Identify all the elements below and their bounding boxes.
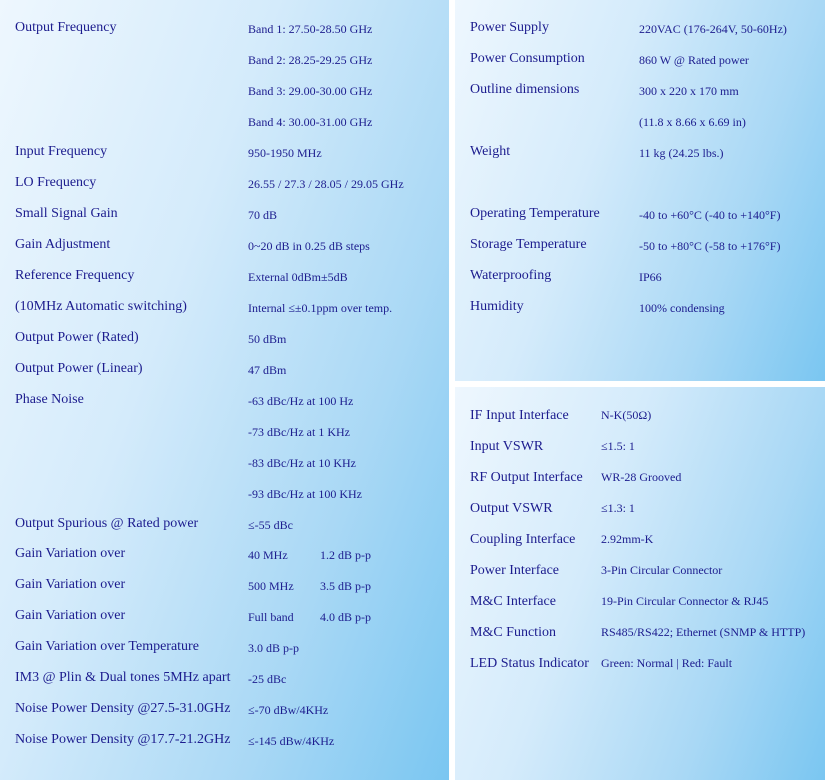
spec-label: Outline dimensions	[470, 82, 580, 97]
spec-value: Band 4: 30.00-31.00 GHz	[248, 115, 373, 129]
spec-label: Gain Variation over	[15, 546, 126, 561]
spec-label: Gain Adjustment	[15, 237, 111, 252]
spec-value: -40 to +60°C (-40 to +140°F)	[639, 208, 781, 222]
spec-label: Humidity	[470, 299, 524, 314]
spec-label: Operating Temperature	[470, 206, 600, 221]
spec-value-secondary: 4.0 dB p-p	[320, 610, 371, 624]
specs-panel-physical	[455, 0, 825, 381]
spec-value: 500 MHz	[248, 579, 294, 593]
spec-value: 0~20 dB in 0.25 dB steps	[248, 239, 370, 253]
spec-label: IF Input Interface	[470, 408, 569, 423]
spec-label: IM3 @ Plin & Dual tones 5MHz apart	[15, 670, 231, 685]
spec-value: Full band	[248, 610, 294, 624]
spec-label: Output Power (Rated)	[15, 330, 139, 345]
spec-value: 860 W @ Rated power	[639, 53, 749, 67]
spec-label: Phase Noise	[15, 392, 84, 407]
spec-value: WR-28 Grooved	[601, 470, 682, 484]
spec-value: Band 1: 27.50-28.50 GHz	[248, 22, 373, 36]
spec-value: Band 2: 28.25-29.25 GHz	[248, 53, 373, 67]
spec-label: M&C Function	[470, 625, 556, 640]
spec-value: 26.55 / 27.3 / 28.05 / 29.05 GHz	[248, 177, 404, 191]
spec-value: 70 dB	[248, 208, 278, 222]
spec-value: ≤-145 dBw/4KHz	[248, 734, 335, 748]
spec-value: -93 dBc/Hz at 100 KHz	[248, 487, 362, 501]
spec-value: 950-1950 MHz	[248, 146, 322, 160]
spec-value-secondary: 3.5 dB p-p	[320, 579, 371, 593]
spec-label: RF Output Interface	[470, 470, 583, 485]
spec-value: -50 to +80°C (-58 to +176°F)	[639, 239, 781, 253]
spec-value: -83 dBc/Hz at 10 KHz	[248, 456, 356, 470]
spec-value: 19-Pin Circular Connector & RJ45	[601, 594, 769, 608]
spec-value-secondary: 1.2 dB p-p	[320, 548, 371, 562]
spec-label: Gain Variation over	[15, 608, 126, 623]
specs-panel-interfaces	[455, 387, 825, 780]
spec-value: 100% condensing	[639, 301, 725, 315]
spec-label: Weight	[470, 144, 511, 159]
spec-label: Waterproofing	[470, 268, 552, 283]
spec-label: Reference Frequency	[15, 268, 135, 283]
spec-value: IP66	[639, 270, 662, 284]
spec-value: ≤-70 dBw/4KHz	[248, 703, 329, 717]
spec-label: Coupling Interface	[470, 532, 576, 547]
spec-value: 2.92mm-K	[601, 532, 654, 546]
spec-label: Input VSWR	[470, 439, 544, 454]
spec-label: Small Signal Gain	[15, 206, 118, 221]
spec-value: N-K(50Ω)	[601, 408, 652, 422]
spec-label: Power Consumption	[470, 51, 585, 66]
spec-label: Gain Variation over Temperature	[15, 639, 199, 654]
spec-value: -73 dBc/Hz at 1 KHz	[248, 425, 350, 439]
spec-value: 300 x 220 x 170 mm	[639, 84, 739, 98]
spec-value: 3.0 dB p-p	[248, 641, 299, 655]
spec-value: ≤1.3: 1	[601, 501, 635, 515]
spec-label: Power Supply	[470, 20, 549, 35]
spec-value: ≤-55 dBc	[248, 518, 293, 532]
spec-value: -63 dBc/Hz at 100 Hz	[248, 394, 354, 408]
spec-label: Storage Temperature	[470, 237, 587, 252]
spec-value: Band 3: 29.00-30.00 GHz	[248, 84, 373, 98]
spec-label: LO Frequency	[15, 175, 97, 190]
spec-label: (10MHz Automatic switching)	[15, 299, 187, 314]
spec-value: 47 dBm	[248, 363, 287, 377]
spec-label: Power Interface	[470, 563, 560, 578]
spec-value: 220VAC (176-264V, 50-60Hz)	[639, 22, 787, 36]
spec-value: 3-Pin Circular Connector	[601, 563, 723, 577]
spec-label: Output Frequency	[15, 20, 117, 35]
spec-value: 40 MHz	[248, 548, 288, 562]
spec-label: Gain Variation over	[15, 577, 126, 592]
spec-label: Output Spurious @ Rated power	[15, 516, 199, 531]
spec-label: Output Power (Linear)	[15, 361, 143, 376]
spec-value: -25 dBc	[248, 672, 287, 686]
spec-value: RS485/RS422; Ethernet (SNMP & HTTP)	[601, 625, 806, 639]
spec-label: Output VSWR	[470, 501, 553, 516]
spec-value: ≤1.5: 1	[601, 439, 635, 453]
spec-value: 11 kg (24.25 lbs.)	[639, 146, 724, 160]
spec-label: Noise Power Density @17.7-21.2GHz	[15, 732, 231, 747]
spec-value: 50 dBm	[248, 332, 287, 346]
spec-label: LED Status Indicator	[470, 656, 589, 671]
spec-label: Input Frequency	[15, 144, 108, 159]
spec-value: (11.8 x 8.66 x 6.69 in)	[639, 115, 746, 129]
spec-label: M&C Interface	[470, 594, 556, 609]
spec-value: Internal ≤±0.1ppm over temp.	[248, 301, 393, 315]
spec-value: Green: Normal | Red: Fault	[601, 656, 733, 670]
spec-value: External 0dBm±5dB	[248, 270, 348, 284]
spec-label: Noise Power Density @27.5-31.0GHz	[15, 701, 231, 716]
